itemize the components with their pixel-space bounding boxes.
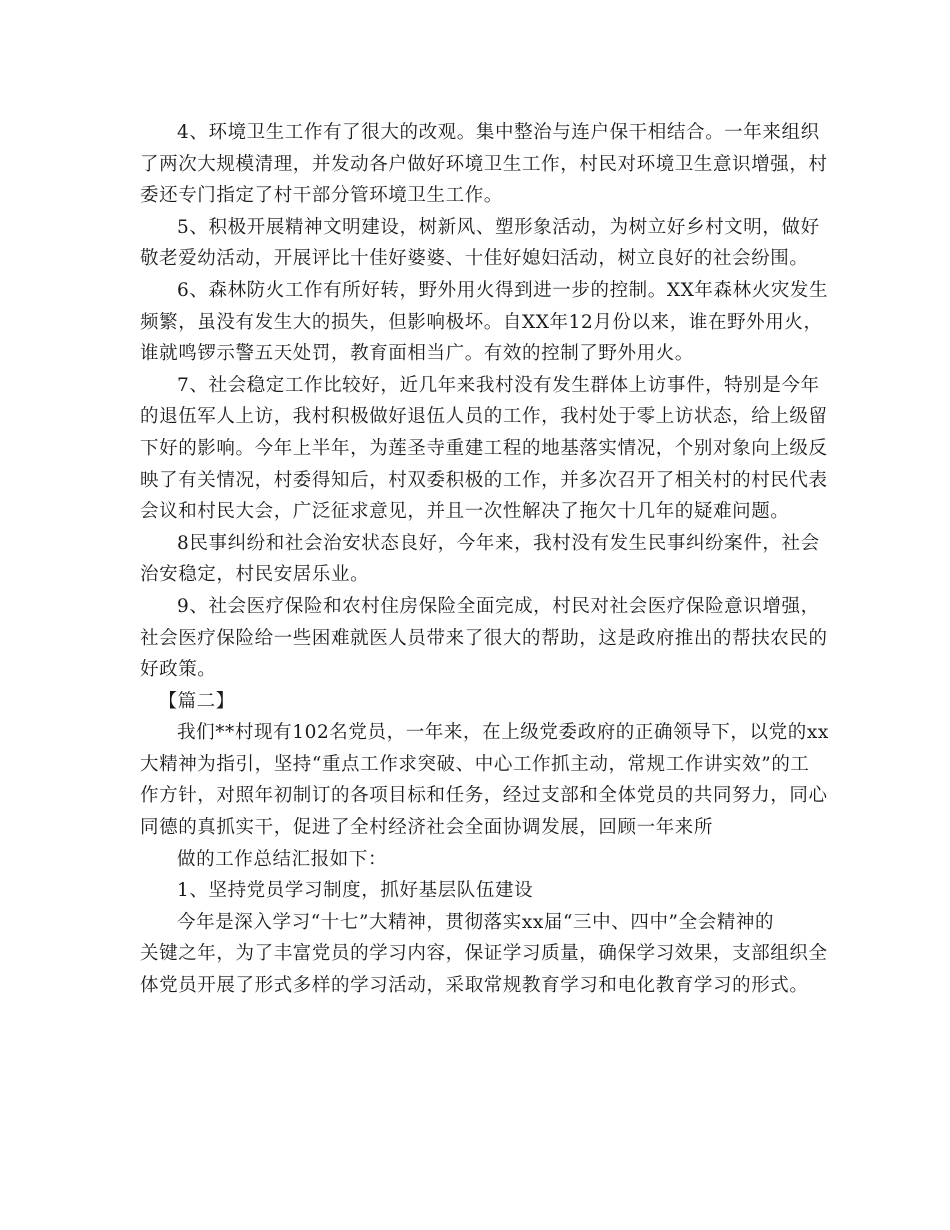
text-line: 了两次大规模清理，并发动各户做好环境卫生工作，村民对环境卫生意识增强，村 [140,153,828,175]
paragraph-4 [140,117,828,212]
text-line: 映了有关情况，村委得知后，村双委积极的工作，并多次召开了相关村的村民代表 [140,469,828,491]
text-line: 今年是深入学习“十七”大精神，贯彻落实xx届“三中、四中”全会精神的 [177,911,775,933]
paragraph-7 [140,370,828,528]
paragraph-9 [140,591,828,686]
text-line: 5、积极开展精神文明建设，树新风、塑形象活动，为树立好乡村文明，做好 [177,216,820,238]
section-heading [140,686,808,718]
document-body [140,117,829,1002]
text-line: 敬老爱幼活动，开展评比十佳好婆婆、十佳好媳妇活动，树立良好的社会纷围。 [140,248,809,270]
text-line: 社会医疗保险给一些困难就医人员带来了很大的帮助，这是政府推出的帮扶农民的 [140,627,828,649]
text-line: 体党员开展了形式多样的学习活动，采取常规教育学习和电化教育学习的形式。 [140,975,809,997]
text-line: 的退伍军人上访，我村积极做好退伍人员的工作，我村处于零上访状态，给上级留 [140,406,828,428]
text-line: 同德的真抓实干，促进了全村经济社会全面协调发展，回顾一年来所 [140,817,714,839]
paragraph-intro [140,717,829,843]
text-line: 4、环境卫生工作有了很大的改观。集中整治与连户保干相结合。一年来组织 [177,122,820,143]
text-line: 1、坚持党员学习制度，抓好基层队伍建设 [177,880,534,902]
text-line: 作方针，对照年初制订的各项目标和任务，经过支部和全体党员的共同努力，同心 [140,785,828,807]
section-title: 【篇二】 [158,690,235,712]
text-line: 关键之年，为了丰富党员的学习内容，保证学习质量，确保学习效果，支部组织全 [140,943,828,965]
text-line: 委还专门指定了村干部分管环境卫生工作。 [140,185,503,207]
paragraph-5 [140,212,820,275]
paragraph-6 [140,275,829,370]
text-line: 大精神为指引，坚持“重点工作求突破、中心工作抓主动，常规工作讲实效”的工 [140,753,810,775]
text-line: 会议和村民大会，广泛征求意见，并且一次性解决了拖欠十几年的疑难问题。 [140,501,790,523]
text-line: 好政策。 [140,659,217,681]
text-line: 7、社会稳定工作比较好，近几年来我村没有发生群体上访事件，特别是今年 [177,374,820,396]
text-line: 做的工作总结汇报如下： [177,848,388,870]
text-line: 8民事纠纷和社会治安状态良好，今年来，我村没有发生民事纠纷案件，社会 [177,532,820,554]
text-line: 治安稳定，村民安居乐业。 [140,564,370,586]
text-line: 9、社会医疗保险和农村住房保险全面完成，村民对社会医疗保险意识增强， [177,595,820,617]
text-line: 6、森林防火工作有所好转，野外用火得到进一步的控制。XX年森林火灾发生 [177,279,829,301]
text-line: 下好的影响。今年上半年，为莲圣寺重建工程的地基落实情况，个别对象向上级反 [140,437,828,459]
text-line: 频繁，虽没有发生大的损失，但影响极坏。自XX年12月份以来，谁在野外用火， [140,311,823,333]
paragraph-summary-lead [140,844,808,876]
paragraph-study [140,907,828,1002]
paragraph-8 [140,528,820,591]
paragraph-item-1 [140,875,808,907]
text-line: 我们**村现有102名党员，一年来，在上级党委政府的正确领导下，以党的xx [177,722,829,744]
text-line: 谁就鸣锣示警五天处罚，教育面相当广。有效的控制了野外用火。 [140,343,694,365]
